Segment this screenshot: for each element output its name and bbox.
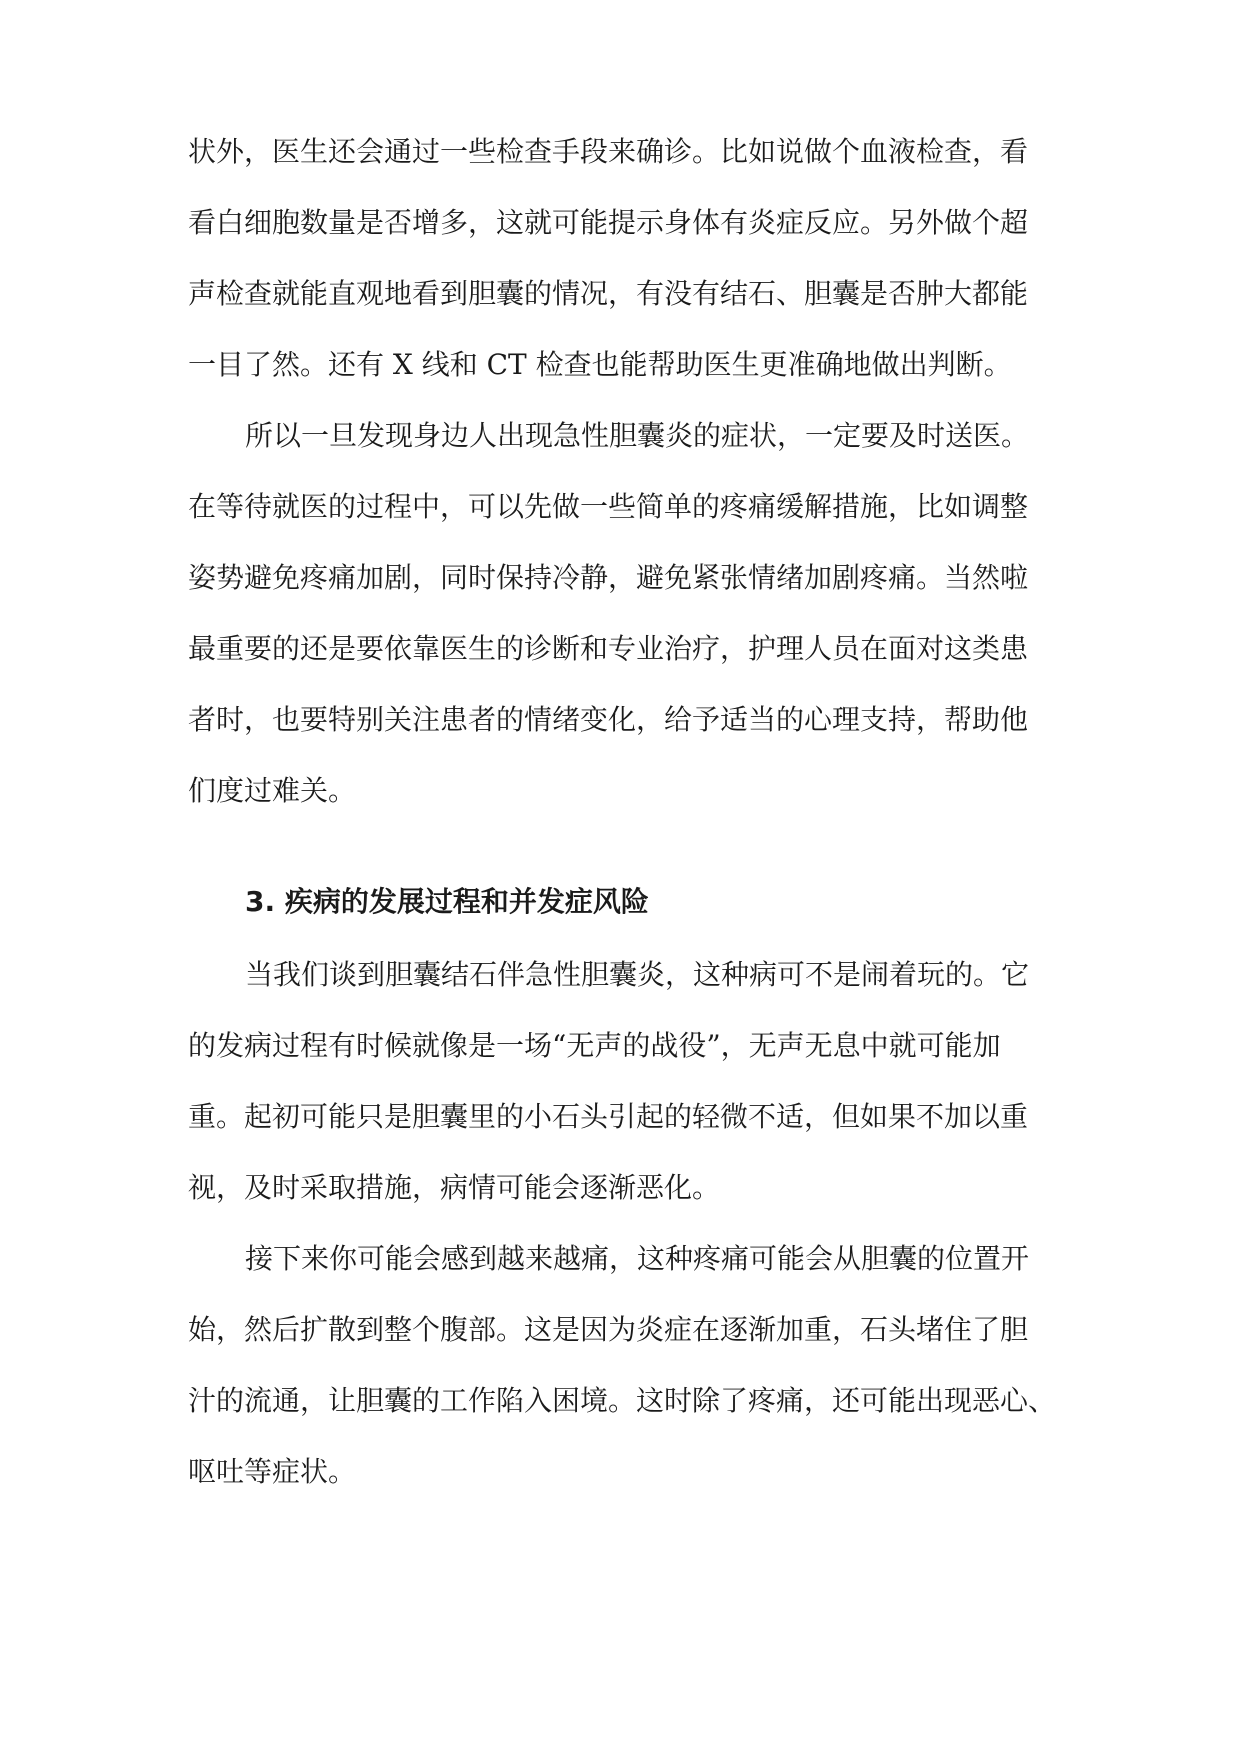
paragraph-2-line-2: 在等待就医的过程中，可以先做一些简单的疼痛缓解措施，比如调整: [188, 490, 1029, 523]
paragraph-1-line-1: 状外，医生还会通过一些检查手段来确诊。比如说做个血液检查，看: [188, 135, 1029, 168]
paragraph-4-line-1: 接下来你可能会感到越来越痛，这种疼痛可能会从胆囊的位置开: [245, 1242, 1030, 1275]
paragraph-3-line-1: 当我们谈到胆囊结石伴急性胆囊炎，这种病可不是闹着玩的。它: [245, 958, 1030, 991]
paragraph-1-line-2: 看白细胞数量是否增多，这就可能提示身体有炎症反应。另外做个超: [188, 206, 1029, 239]
paragraph-3-line-3: 重。起初可能只是胆囊里的小石头引起的轻微不适，但如果不加以重: [188, 1100, 1029, 1133]
paragraph-2-line-1: 所以一旦发现身边人出现急性胆囊炎的症状，一定要及时送医。: [245, 419, 1030, 452]
paragraph-2-line-3: 姿势避免疼痛加剧，同时保持冷静，避免紧张情绪加剧疼痛。当然啦: [188, 561, 1029, 594]
paragraph-1-line-3: 声检查就能直观地看到胆囊的情况，有没有结石、胆囊是否肿大都能: [188, 277, 1029, 310]
paragraph-3-line-2: 的发病过程有时候就像是一场“无声的战役”，无声无息中就可能加: [188, 1029, 1001, 1062]
paragraph-2-line-4: 最重要的还是要依靠医生的诊断和专业治疗，护理人员在面对这类患: [188, 632, 1029, 665]
paragraph-2-line-5: 者时，也要特别关注患者的情绪变化，给予适当的心理支持，帮助他: [188, 703, 1029, 736]
paragraph-2-line-6: 们度过难关。: [188, 774, 357, 807]
section-heading: 3. 疾病的发展过程和并发症风险: [245, 885, 649, 918]
paragraph-4-line-4: 呕吐等症状。: [188, 1455, 357, 1488]
paragraph-4-line-2: 始，然后扩散到整个腹部。这是因为炎症在逐渐加重，石头堵住了胆: [188, 1313, 1029, 1346]
paragraph-1-line-4: 一目了然。还有 X 线和 CT 检查也能帮助医生更准确地做出判断。: [188, 348, 1012, 381]
paragraph-3-line-4: 视，及时采取措施，病情可能会逐渐恶化。: [188, 1171, 721, 1204]
paragraph-4-line-3: 汁的流通，让胆囊的工作陷入困境。这时除了疼痛，还可能出现恶心、: [188, 1384, 1057, 1417]
